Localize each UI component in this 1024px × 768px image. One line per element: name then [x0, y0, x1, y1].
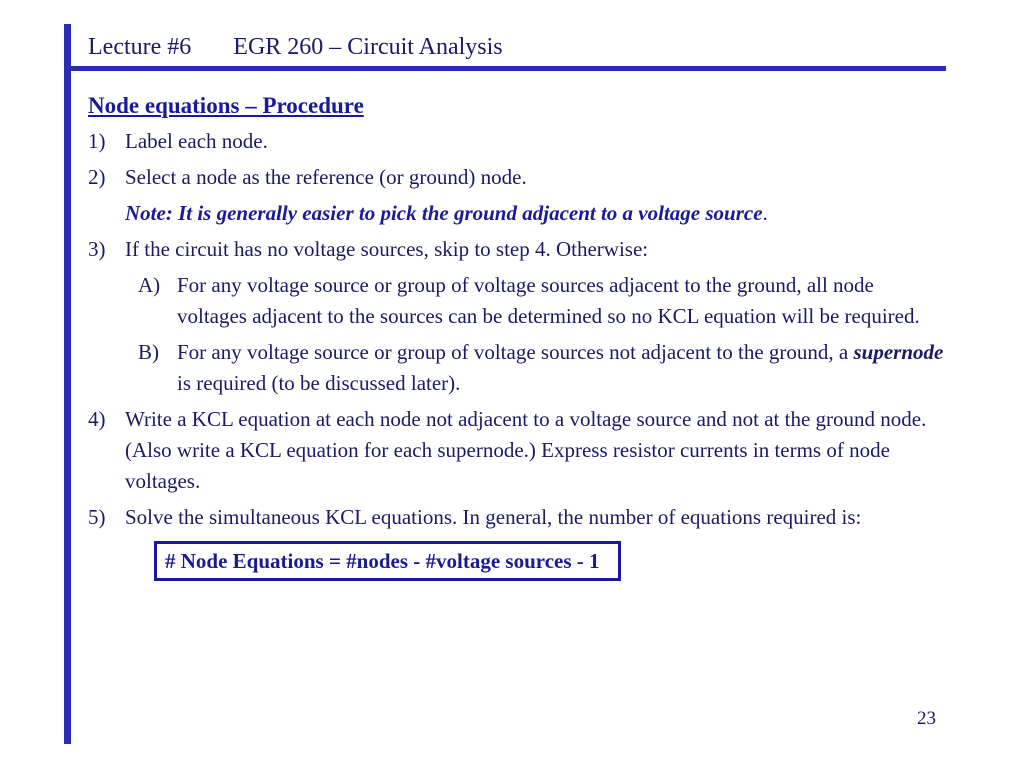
- substep-text: [177, 337, 948, 399]
- substep-text: For any voltage source or group of voltage sources adjacent to the ground, all node voltages adjacent to the sources can be determined so no KCL equation will be required.: [177, 273, 920, 328]
- step-text: Select a node as the reference (or ground) node.: [125, 165, 527, 189]
- substep-letter: A): [138, 273, 161, 297]
- step-number: 5): [88, 505, 106, 529]
- lecture-label: Lecture #6: [88, 34, 192, 60]
- step-3: [88, 234, 948, 265]
- substep-b: [138, 337, 948, 399]
- step-1: [88, 126, 948, 157]
- note-period: .: [762, 201, 768, 225]
- step-5: [88, 502, 948, 533]
- slide-title: Node equations – Procedure: [88, 93, 364, 118]
- substep-letter: B): [138, 340, 159, 364]
- step-number: 1): [88, 129, 106, 153]
- step-text: Solve the simultaneous KCL equations. In general, the number of equations required is:: [125, 505, 862, 529]
- supernode-term: supernode: [853, 340, 944, 364]
- course-label: EGR 260 – Circuit Analysis: [233, 34, 503, 60]
- step-number: 3): [88, 237, 106, 261]
- node-equation-formula-box: # Node Equations = #nodes - #voltage sources - 1: [154, 541, 621, 581]
- step-4: [88, 404, 948, 497]
- left-vertical-rule: [64, 24, 71, 744]
- step-2: [88, 162, 948, 193]
- step-text: If the circuit has no voltage sources, skip to step 4. Otherwise:: [125, 237, 649, 261]
- slide-header: [88, 34, 503, 61]
- page-number: 23: [917, 708, 936, 729]
- substep-text-start: For any voltage source or group of voltage sources not adjacent to the ground, a: [177, 340, 854, 364]
- step-text: Label each node.: [125, 129, 268, 153]
- note-text: Note: It is generally easier to pick the ground adjacent to a voltage source: [125, 201, 763, 225]
- substep-text-end: is required (to be discussed later).: [177, 371, 461, 395]
- step-number: 2): [88, 165, 106, 189]
- step-number: 4): [88, 407, 106, 431]
- ground-note: [125, 198, 948, 229]
- slide-content: [88, 90, 948, 581]
- header-horizontal-rule: [64, 66, 946, 71]
- step-text: Write a KCL equation at each node not adjacent to a voltage source and not at the ground node. (Also write a KCL equation for each supernode.) Express resistor currents in terms of node voltages.: [125, 407, 927, 493]
- substep-a: [138, 270, 948, 332]
